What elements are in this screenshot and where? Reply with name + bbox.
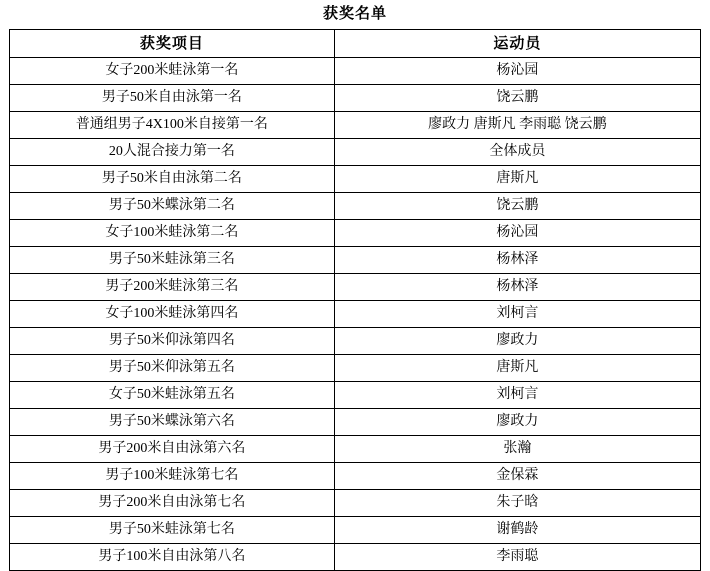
cell-athlete: 刘柯言	[334, 382, 700, 409]
cell-event: 女子100米蛙泳第二名	[10, 220, 335, 247]
award-list-table	[9, 29, 701, 571]
cell-athlete: 金保霖	[334, 463, 700, 490]
table-row	[10, 139, 701, 166]
table-row	[10, 220, 701, 247]
cell-event: 男子50米自由泳第二名	[10, 166, 335, 193]
cell-event: 男子50米蝶泳第六名	[10, 409, 335, 436]
cell-event: 男子200米蛙泳第三名	[10, 274, 335, 301]
table-row	[10, 517, 701, 544]
cell-event: 男子100米蛙泳第七名	[10, 463, 335, 490]
table-row	[10, 166, 701, 193]
cell-athlete: 杨林泽	[334, 274, 700, 301]
cell-event: 男子50米蛙泳第三名	[10, 247, 335, 274]
cell-athlete: 李雨聪	[334, 544, 700, 571]
cell-athlete: 杨林泽	[334, 247, 700, 274]
table-body	[10, 58, 701, 571]
cell-athlete: 杨沁园	[334, 58, 700, 85]
table-row	[10, 274, 701, 301]
cell-athlete: 全体成员	[334, 139, 700, 166]
cell-athlete: 谢鹤龄	[334, 517, 700, 544]
cell-event: 女子50米蛙泳第五名	[10, 382, 335, 409]
table-row	[10, 193, 701, 220]
table-row	[10, 247, 701, 274]
table-row	[10, 301, 701, 328]
table-row	[10, 85, 701, 112]
table-row	[10, 490, 701, 517]
cell-event: 20人混合接力第一名	[10, 139, 335, 166]
cell-event: 女子100米蛙泳第四名	[10, 301, 335, 328]
table-header-row	[10, 30, 701, 58]
table-row	[10, 382, 701, 409]
cell-athlete: 唐斯凡	[334, 166, 700, 193]
column-header-event: 获奖项目	[10, 30, 335, 58]
cell-athlete: 廖政力 唐斯凡 李雨聪 饶云鹏	[334, 112, 700, 139]
cell-event: 女子200米蛙泳第一名	[10, 58, 335, 85]
table-row	[10, 436, 701, 463]
cell-event: 男子200米自由泳第七名	[10, 490, 335, 517]
cell-event: 男子100米自由泳第八名	[10, 544, 335, 571]
cell-athlete: 廖政力	[334, 409, 700, 436]
cell-athlete: 饶云鹏	[334, 85, 700, 112]
table-row	[10, 463, 701, 490]
cell-athlete: 饶云鹏	[334, 193, 700, 220]
table-row	[10, 112, 701, 139]
cell-event: 普通组男子4X100米自接第一名	[10, 112, 335, 139]
cell-athlete: 朱子晗	[334, 490, 700, 517]
cell-athlete: 刘柯言	[334, 301, 700, 328]
cell-athlete: 唐斯凡	[334, 355, 700, 382]
cell-event: 男子50米蛙泳第七名	[10, 517, 335, 544]
table-row	[10, 355, 701, 382]
cell-athlete: 廖政力	[334, 328, 700, 355]
cell-athlete: 杨沁园	[334, 220, 700, 247]
table-row	[10, 328, 701, 355]
table-row	[10, 544, 701, 571]
table-row	[10, 409, 701, 436]
page-title: 获奖名单	[322, 6, 387, 22]
cell-event: 男子50米蝶泳第二名	[10, 193, 335, 220]
cell-event: 男子200米自由泳第六名	[10, 436, 335, 463]
cell-event: 男子50米仰泳第五名	[10, 355, 335, 382]
column-header-athlete: 运动员	[334, 30, 700, 58]
cell-athlete: 张瀚	[334, 436, 700, 463]
table-row	[10, 58, 701, 85]
cell-event: 男子50米仰泳第四名	[10, 328, 335, 355]
cell-event: 男子50米自由泳第一名	[10, 85, 335, 112]
